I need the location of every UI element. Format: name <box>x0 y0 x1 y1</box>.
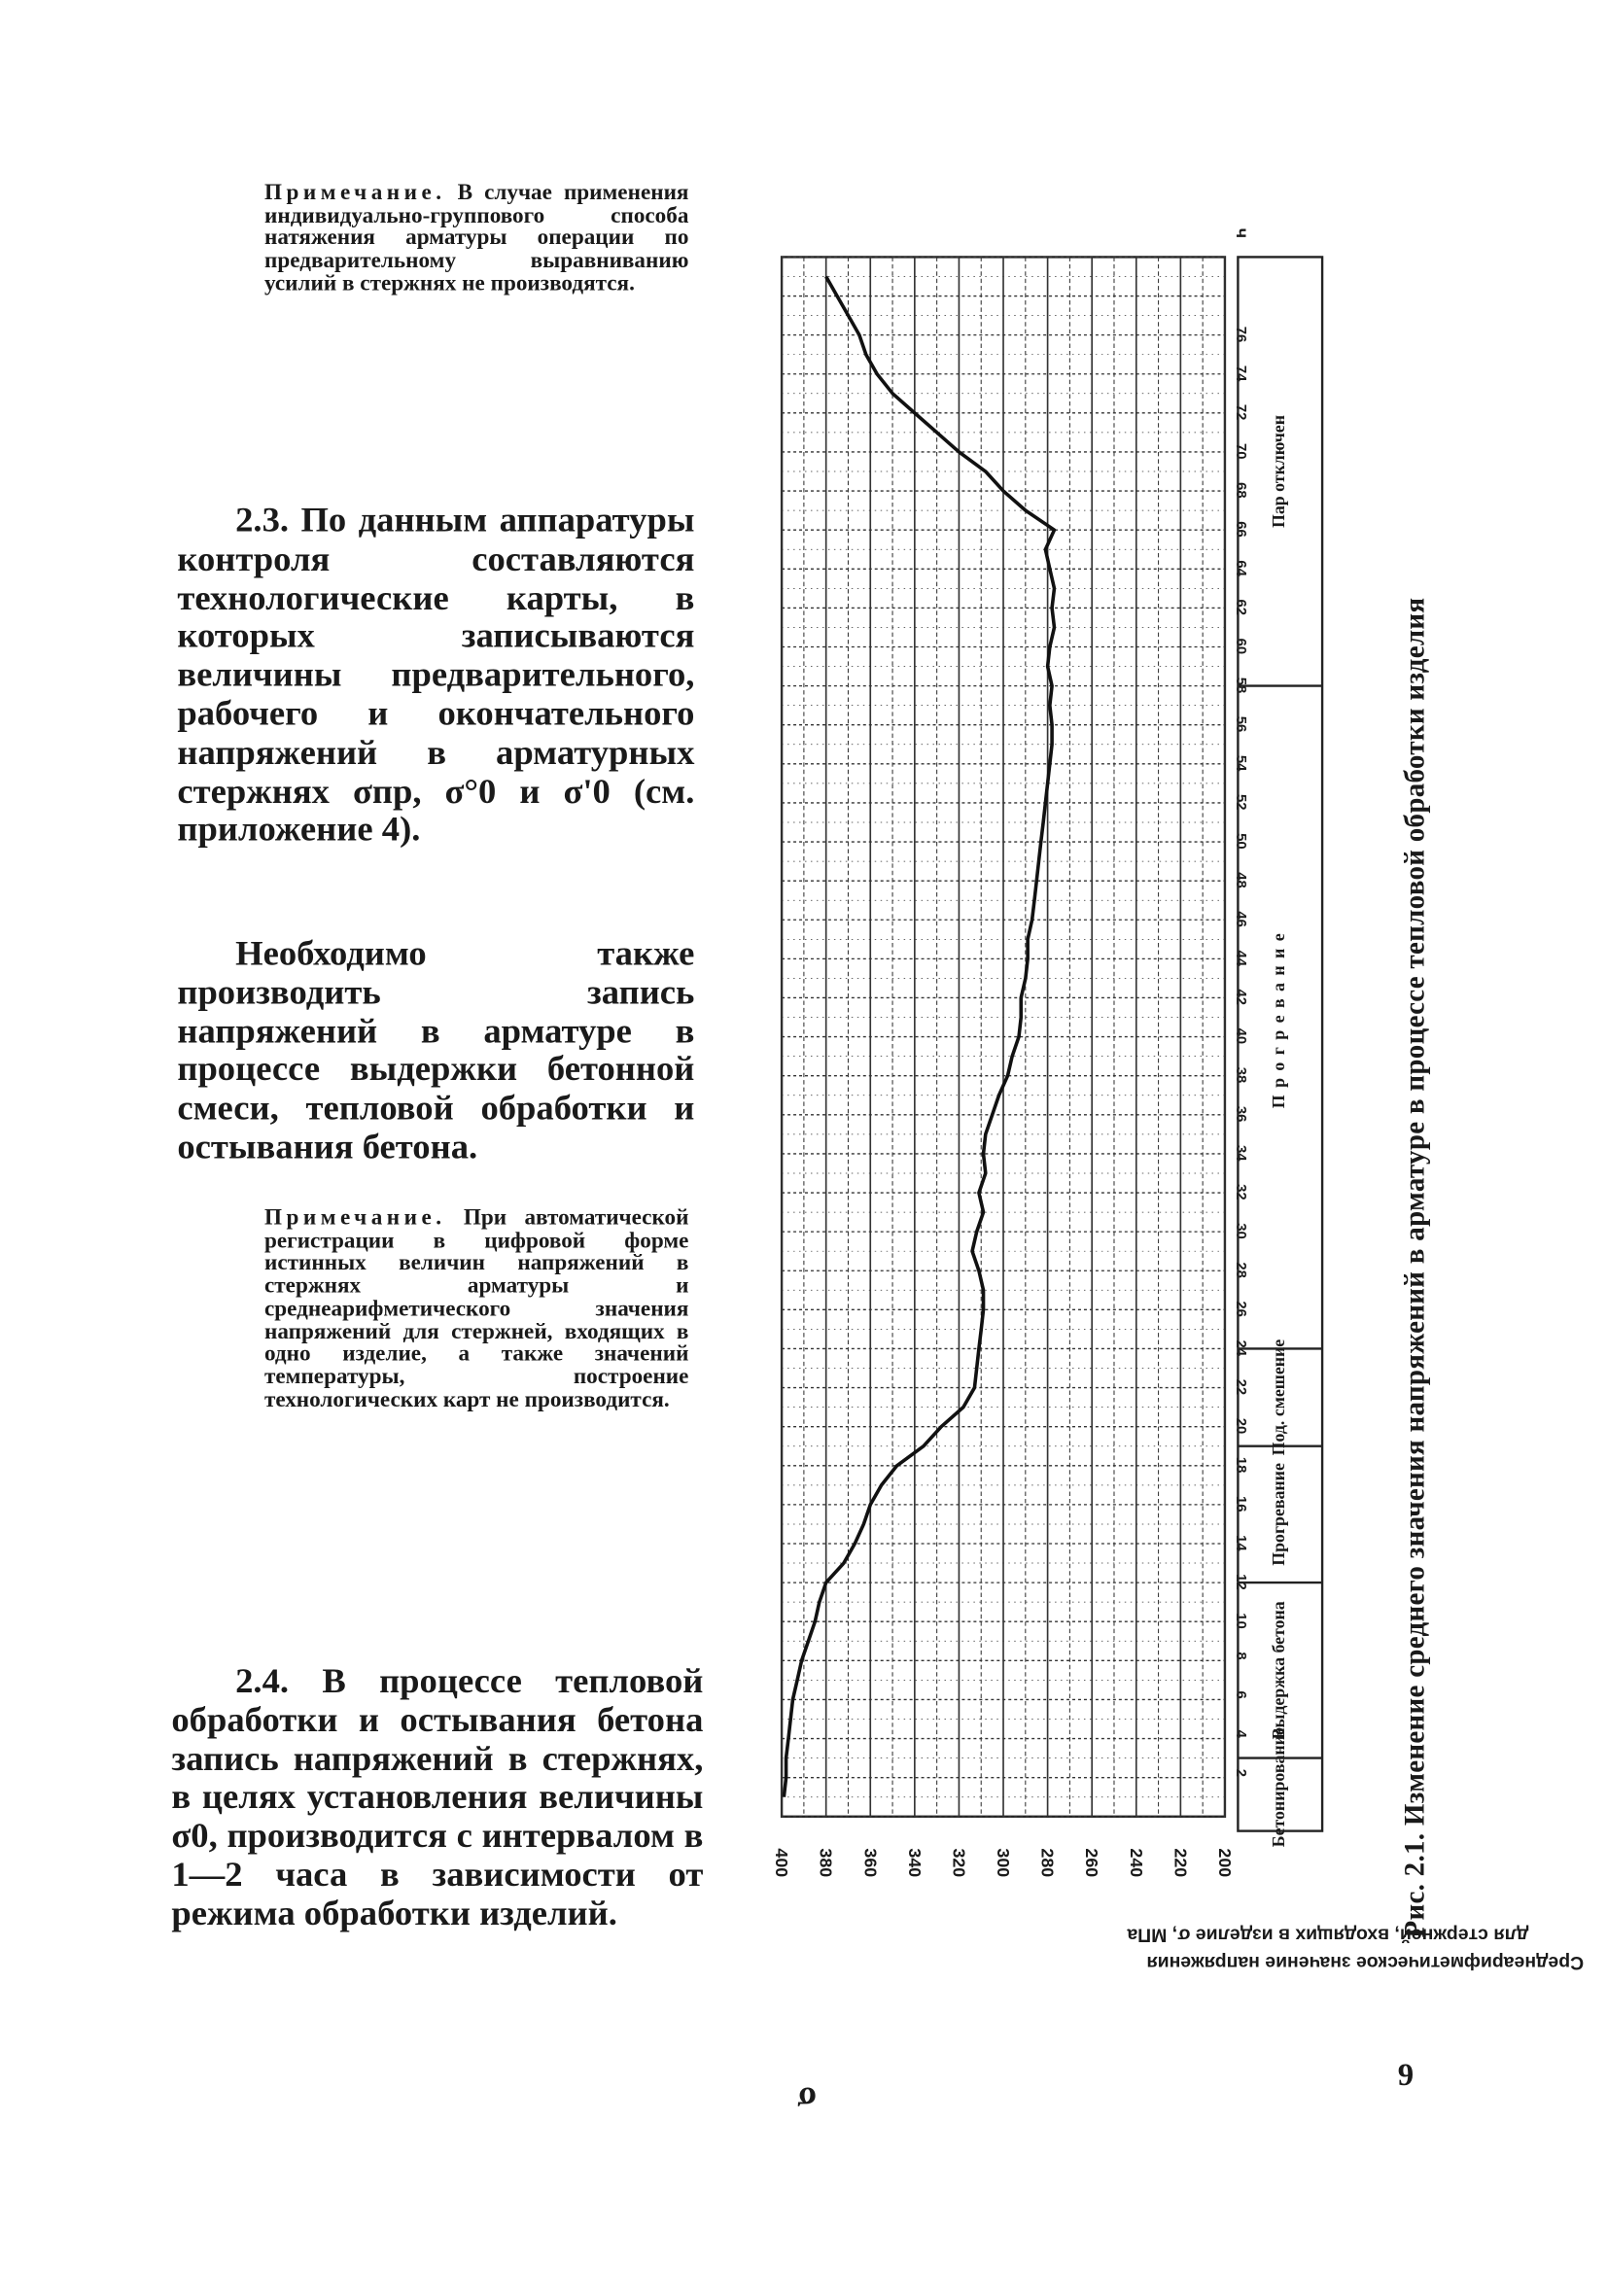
x-tick-label: 2 <box>1232 1768 1248 1778</box>
x-tick-label: 16 <box>1232 1495 1248 1513</box>
x-tick-label: 74 <box>1232 365 1248 382</box>
section-2-3-para-2: Необходимо также производить запись напряжений в арматуре в процессе выдержки бетонной смеси, тепловой обработки и остывания бетона. <box>177 934 695 1167</box>
note-2-heading: Примечание. <box>264 1205 446 1231</box>
stage-label: Прогревание <box>1268 925 1288 1109</box>
x-tick-label: 24 <box>1232 1339 1248 1357</box>
x-tick-label: 8 <box>1232 1652 1248 1660</box>
x-tick-label: 20 <box>1232 1417 1248 1435</box>
x-tick-label: 30 <box>1232 1223 1248 1239</box>
x-tick-label: 72 <box>1232 403 1248 421</box>
y-axis-sigma: σ <box>797 2080 817 2119</box>
figure-caption: Рис. 2.1. Изменение среднего значения напряжений в арматуре в процессе тепловой обработки изделия <box>1400 597 1432 1938</box>
x-tick-label: 28 <box>1232 1262 1248 1278</box>
y-tick-label: 360 <box>860 1848 881 1878</box>
y-tick-label: 260 <box>1082 1848 1102 1878</box>
chart-ylabel-line-1: Среднеарифметическое значение напряжения <box>1146 1952 1585 1974</box>
note-1-body: В случае применения индивидуально-группового способа натяжения арматуры операции по предварительному выравниванию усилий в стержнях не производятся. <box>264 180 689 296</box>
x-tick-label: 14 <box>1232 1535 1248 1551</box>
y-tick-label: 200 <box>1214 1848 1236 1878</box>
x-tick-label: 64 <box>1232 560 1248 576</box>
y-tick-label: 380 <box>816 1848 836 1878</box>
note-1-heading: Примечание. <box>264 180 446 205</box>
x-tick-label: 58 <box>1232 677 1248 694</box>
x-tick-label: 62 <box>1232 599 1248 616</box>
x-tick-label: 54 <box>1232 754 1248 772</box>
x-tick-label: 76 <box>1232 326 1248 343</box>
x-axis-unit: ч <box>1232 227 1252 239</box>
chart-ylabel-line-2: для стержней, входящих в изделие σ, МПа <box>1127 1925 1529 1947</box>
x-tick-label: 50 <box>1232 833 1248 850</box>
stage-label: Пар отключен <box>1268 415 1288 529</box>
x-tick-label: 36 <box>1232 1105 1248 1123</box>
y-tick-label: 300 <box>994 1848 1014 1878</box>
x-tick-label: 46 <box>1232 911 1248 927</box>
stage-label: Прогревание <box>1268 1463 1288 1566</box>
stage-label: Выдержка бетона <box>1268 1601 1288 1740</box>
y-tick-label: 220 <box>1170 1848 1191 1878</box>
y-tick-label: 400 <box>772 1848 792 1878</box>
x-tick-label: 18 <box>1232 1456 1248 1474</box>
x-tick-label: 70 <box>1232 443 1248 460</box>
x-tick-label: 44 <box>1232 950 1248 966</box>
note-2-body: При автоматической регистрации в цифровой форме истинных величин напряжений в стержнях арматуры и среднеарифметического значения напряжений для стержней, входящих в одно изделие, а также значений температуры, построение технологических карт не производится. <box>264 1205 689 1412</box>
x-tick-label: 6 <box>1232 1690 1248 1699</box>
x-tick-label: 26 <box>1232 1301 1248 1317</box>
x-tick-label: 66 <box>1232 521 1248 538</box>
y-tick-label: 320 <box>949 1848 969 1878</box>
x-tick-label: 52 <box>1232 794 1248 811</box>
x-tick-label: 22 <box>1232 1378 1248 1396</box>
x-tick-label: 12 <box>1232 1574 1248 1590</box>
x-tick-label: 42 <box>1232 989 1248 1006</box>
y-tick-label: 280 <box>1037 1848 1058 1878</box>
page-number: 9 <box>1397 2056 1415 2093</box>
y-tick-label: 340 <box>904 1848 925 1878</box>
x-tick-label: 32 <box>1232 1184 1248 1200</box>
x-tick-label: 38 <box>1232 1066 1248 1084</box>
x-tick-label: 40 <box>1232 1027 1248 1045</box>
x-tick-label: 4 <box>1232 1729 1248 1738</box>
section-2-4: 2.4. В процессе тепловой обработки и остывания бетона запись напряжений в стержнях, в целях установления величины σ0, производится с интервалом в 1—2 часа в зависимости от режима обработки изделий. <box>171 1661 704 1933</box>
stage-label: Бетонирование <box>1268 1727 1288 1848</box>
x-tick-label: 60 <box>1232 638 1248 655</box>
x-tick-label: 34 <box>1232 1145 1248 1162</box>
x-tick-label: 48 <box>1232 872 1248 888</box>
x-tick-label: 10 <box>1232 1613 1248 1629</box>
y-tick-label: 240 <box>1126 1848 1146 1878</box>
x-tick-label: 68 <box>1232 482 1248 499</box>
section-2-3-para-1: 2.3. По данным аппаратуры контроля составляются технологические карты, в которых записываются величины предварительного, рабочего и окончательного напряжений в арматурных стержнях σпр, σ°0 и σ'0 (см. приложение 4). <box>177 501 695 851</box>
x-tick-label: 56 <box>1232 715 1248 733</box>
stage-label: Под. смешение <box>1268 1339 1288 1456</box>
